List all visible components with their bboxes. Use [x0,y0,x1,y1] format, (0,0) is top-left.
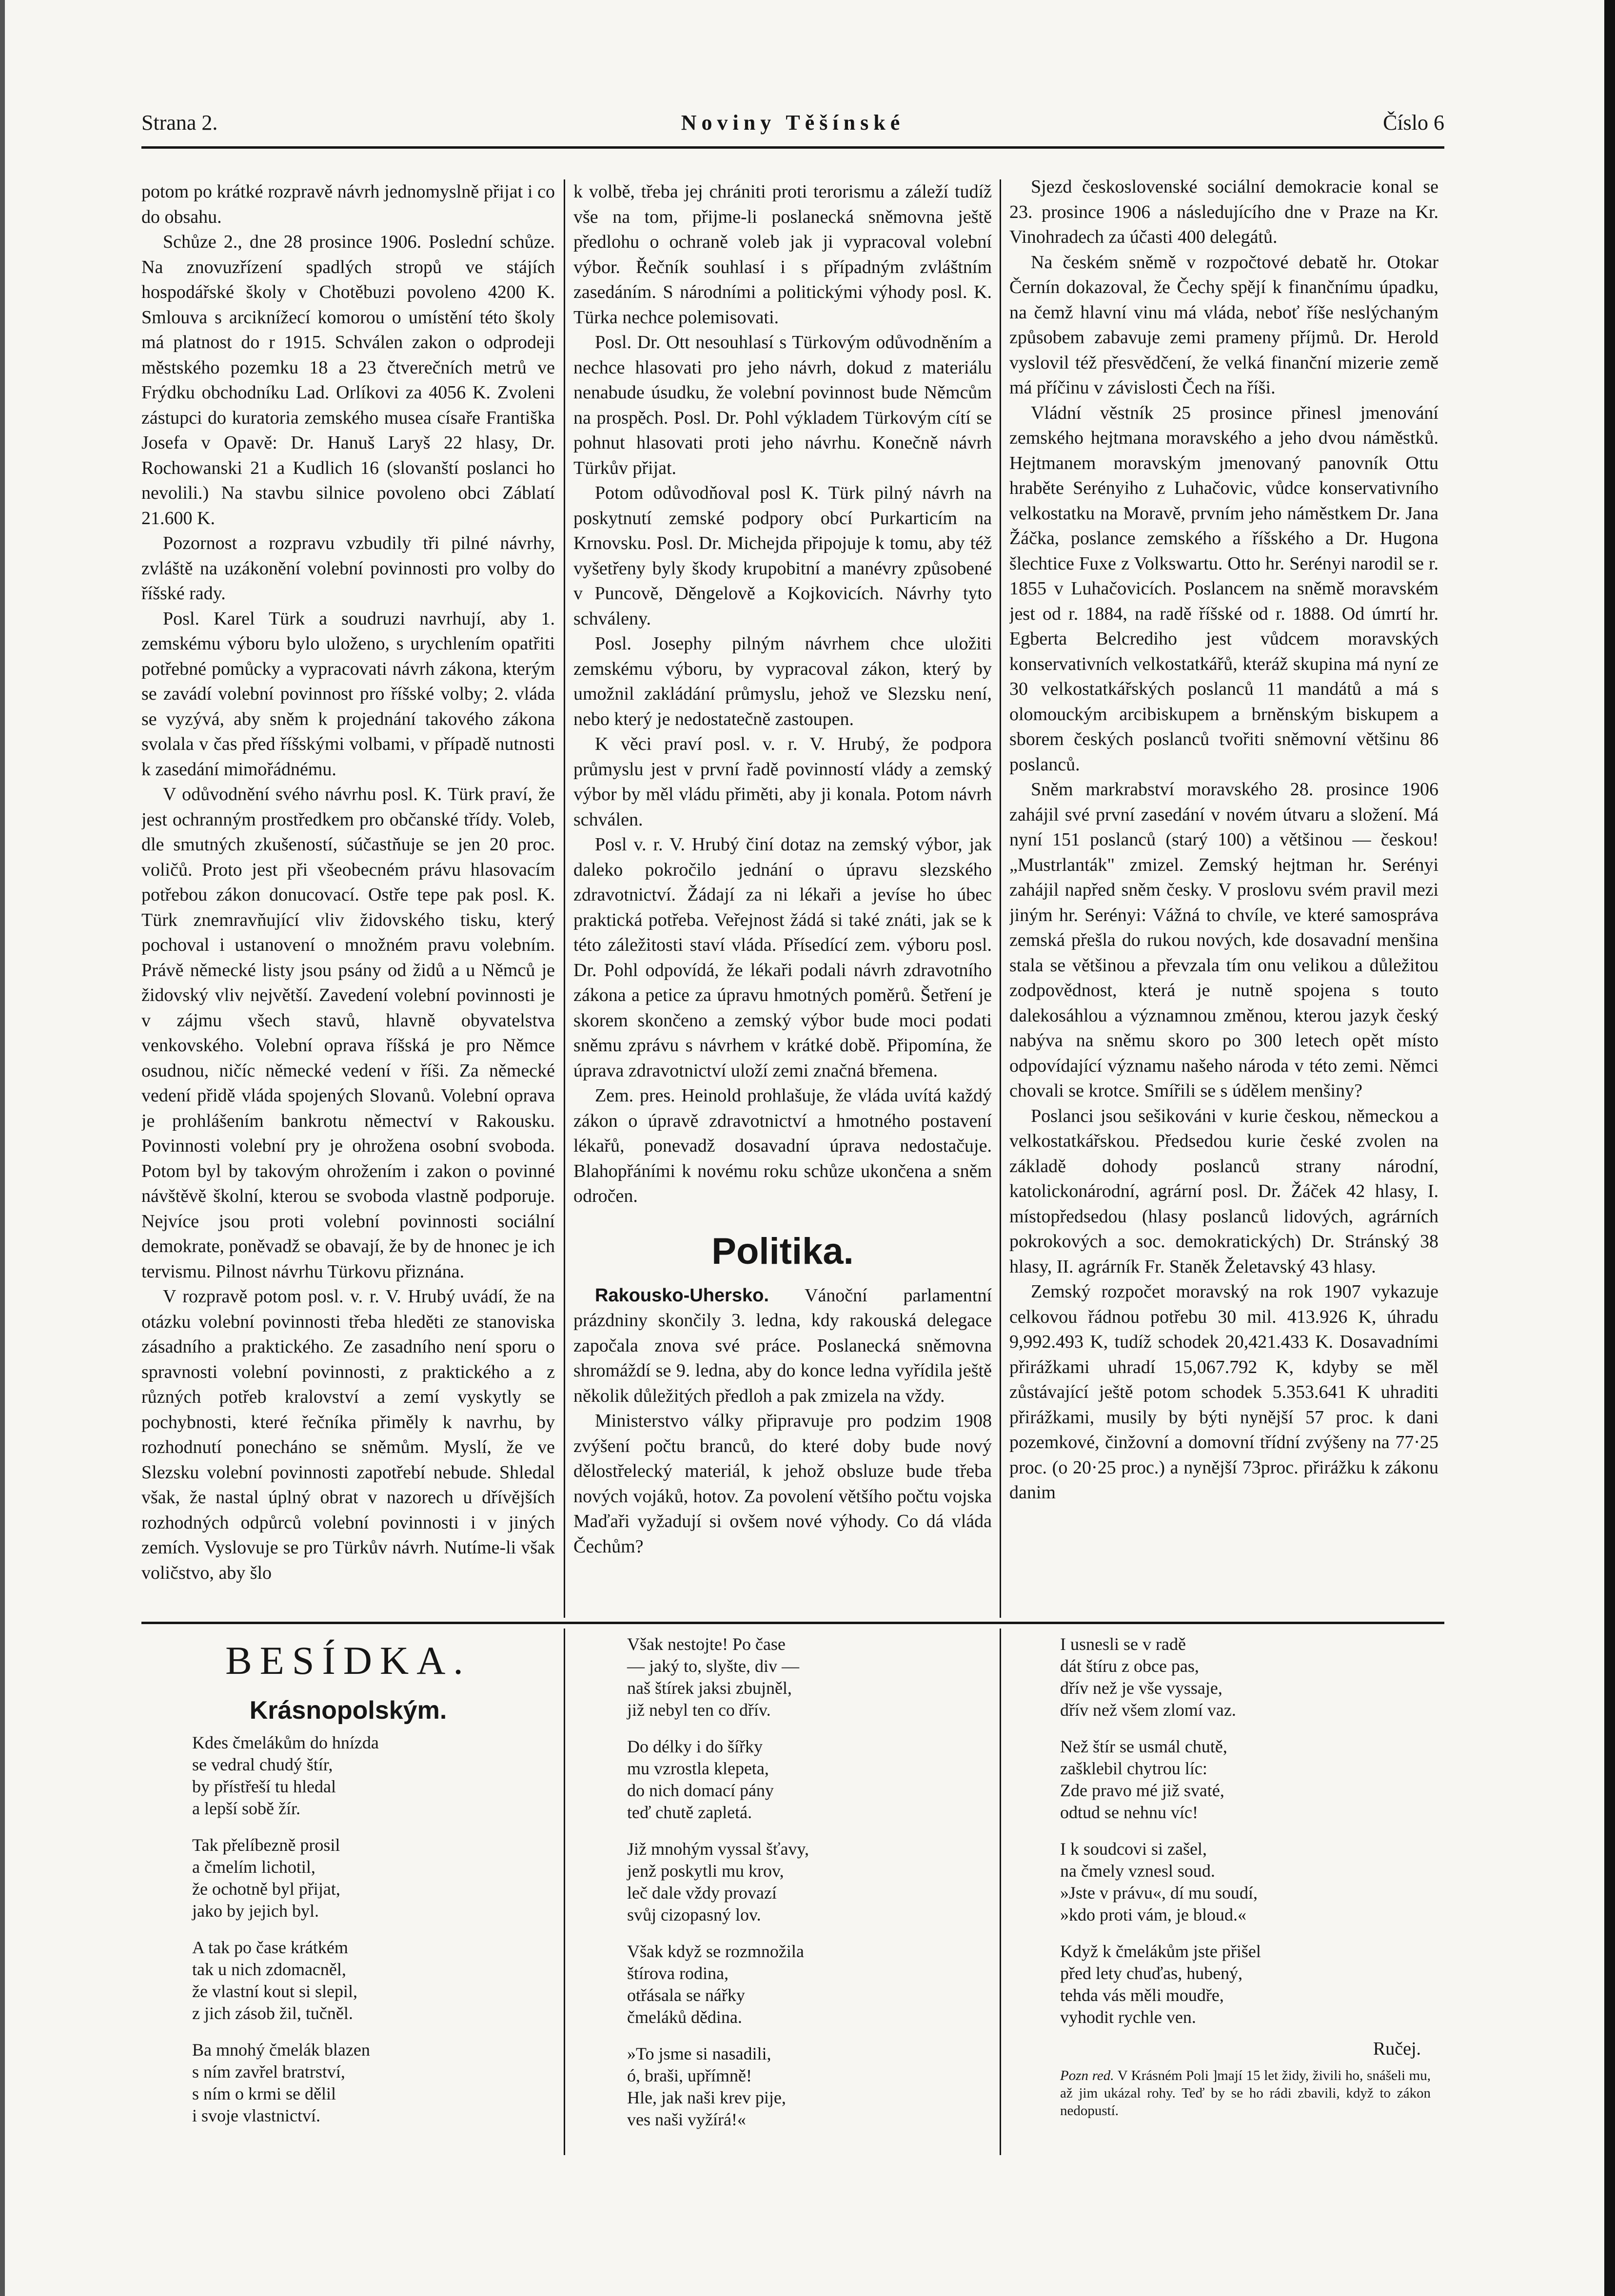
poem-stanza [1060,1736,1431,1824]
poem-line: dřív než všem zlomí vaz. [1060,1700,1236,1720]
poem-stanza [1060,1633,1431,1721]
article-paragraph: Posl. Dr. Ott nesouhlasí s Türkovým odůvodněním a nechce hlasovati pro jeho návrh, dokud z materiálu nenabude úsudku, že volební povinnost bude Němcům na prospěch. Posl. Dr. Pohl výkladem Türkovým cítí se pohnut hlasovati proti jeho návrhu. Konečně návrh Türkův přijat. [573,332,992,478]
poem-stanza [627,2043,978,2131]
poem-line: Než štír se usmál chutě, [1060,1737,1227,1756]
poem-stanza [192,1937,543,2024]
article-paragraph: Posl. Karel Türk a soudruzi navrhují, aby 1. zemskému výboru bylo uloženo, s urychlením opatřiti potřebné pomůcky a vypracovati návrh zákona, kterým se zavádí volební povinnost pro říšské volby; 2. vláda se vyzývá, aby sněm k projednání takového zákona svolala v čas před říšskými volbami, v případě nutnosti k zasedání mimořádnému. [141,608,555,780]
poem-line: že vlastní kout si slepil, [192,1982,357,2001]
issue-number: Číslo 6 [1383,111,1444,135]
section-title-politika: Politika. [711,1230,854,1272]
politika-text: Vánoční parlamentní prázdniny skončily 3. ledna, kdy rakouská delegace započala znova své práce. Poslanecká sněmovna shromáždí se 9. ledna, aby do konce ledna vyřídila ještě několik důležitých předloh a pak zmizela na vždy. [573,1285,992,1406]
poem-line: tehda vás měli moudře, [1060,1985,1224,2005]
politika-paragraph [573,1283,992,1409]
footnote-lead: Pozn red. [1060,2068,1114,2083]
besidka-divider-2 [1000,1629,1001,2155]
article-paragraph: V rozpravě potom posl. v. r. V. Hrubý uvádí, že na otázku volební povinnosti třeba hleděti ze stanoviska zásadního a praktického. Ze zasadního není sporu o spravnosti volební povinnosti, z praktického a z různých potřeb kralovství a zemí vyskytly se pochybnosti, které řečníka přiměly k navrhu, by rozhodnutí ponecháno se sněmům. Myslí, že ve Slezsku volební povinnosti zapotřebí nebude. Shledal však, že nastal úplný obrat v nazorech u dřívějších rozhodných odpůrců volební povinnosti i v jiných zemích. Vyslovuje se pro Türkův návrh. Nutíme-li však voličstvo, aby šlo [141,1286,555,1583]
besidka-title: BESÍDKA. [225,1638,471,1683]
besidka-divider-1 [564,1629,565,2155]
poem-line: Ba mnohý čmelák blazen [192,2040,370,2060]
poem-line: »Jste v právu«, dí mu soudí, [1060,1883,1258,1903]
article-paragraph: Sjezd československé sociální demokracie konal se 23. prosince 1906 a následujícího dne v Praze na Kr. Vinohradech za účasti 400 delegátů. [1009,177,1438,247]
page-header [141,110,1444,144]
newspaper-name: Noviny Těšínské [681,111,905,135]
article-paragraph: k volbě, třeba jej chrániti proti terorismu a záleží tudíž vše na tom, přijme-li poslanecká sněmovna ještě předlohu o ochraně voleb jak ji vypracoval volební výbor. Řečník souhlasí i s případným zvláštním zasedáním. S národními a politickými výhody posl. K. Türka nechce polemisovati. [573,181,992,328]
article-paragraph: Poslanci jsou sešikováni v kurie českou, německou a velkostatkářskou. Předsedou kurie české zvolen na základě dohody poslanců strany národní, katolickonárodní, agrární posl. Dr. Žáček 42 hlasy, I. místopředsedou (hlasy poslanců lidových, agrárních pokrokových a soc. demokratických) Dr. Stránský 38 hlasy, II. agrárník Fr. Staněk Želetavský 43 hlasy. [1009,1105,1438,1277]
poem-line: a čmelím lichotil, [192,1857,315,1877]
poem-line: již nebyl ten co dřív. [627,1700,771,1720]
poem-line: s ním zavřel bratrství, [192,2062,345,2081]
poem-line: I k soudcovi si zašel, [1060,1839,1207,1859]
poem-line: svůj cizopasný lov. [627,1905,761,1924]
poem-line: Hle, jak naši krev pije, [627,2088,786,2107]
article-paragraph: potom po krátké rozpravě návrh jednomyslně přijat i co do obsahu. [141,181,555,227]
poem-line: ó, braši, upřímně! [627,2066,752,2085]
poem-line: tak u nich zdomacněl, [192,1960,346,1979]
poem-stanza [627,1633,978,1721]
poem-stanza [192,2039,543,2127]
page-number: Strana 2. [141,111,218,135]
poem-column-3 [1060,1633,1431,2119]
poem-stanza [627,1941,978,2028]
poem-line: mu vzrostla klepeta, [627,1759,769,1778]
poem-line: Kdes čmelákům do hnízda [192,1733,379,1752]
poem-line: čmeláků dědina. [627,2007,742,2027]
article-paragraph: Potom odůvodňoval posl K. Türk pilný návrh na poskytnutí zemské podpory obcí Purkarticím na Krnovsku. Posl. Dr. Michejda připojuje k tomu, aby též vyšetřeny byly škody krupobitní a manévry způsobené v Puncově, Děngelově a Kojkovicích. Návrhy tyto schváleny. [573,483,992,629]
poem-line: by přístřeší tu hledal [192,1777,336,1796]
poem-stanza [1060,1941,1431,2028]
poem-stanza [627,1838,978,1926]
poem-line: s ním o krmi se dělil [192,2084,336,2103]
poem-line: otřásala se nářky [627,1985,745,2005]
article-paragraph: V odůvodnění svého návrhu posl. K. Türk praví, že jest ochranným prostředkem pro občanské třídy. Voleb, dle smutných zkušeností, súčastňuje se jen 20 proc. voličů. Proto jest při všeobecném právu hlasovacím potřebou zákon donucovací. Ostře tepe pak posl. K. Türk znemravňující vliv židovského tisku, který pochoval i ustanovení o množném pravu volebním. Právě německé listy jsou psány od židů a u Němců je židovský vliv největší. Zavedení volební povinnosti je v zájmu všech stavů, hlavně obyvatelstva venkovského. Volební oprava říšská je pro Němce osudnou, ničíc německé vedení v říši. Za německé vedení přidě vláda spojených Slovanů. Volební oprava je prohlášením bankrotu němectví v Rakousku. Povinnosti volební pry je ohrožena osobní svoboda. Potom byl by takovým ohrožením i zakon o povinné návštěvě školní, kterou se svoboda vlastně podporuje. Nejvíce jsou proti volební povinnosti sociální demokrate, poněvadž se obavají, že by de hnonec je ich tervismu. Pilnost návrhu Türkovu přiznána. [141,784,555,1282]
politika-paragraph: Ministerstvo války připravuje pro podzim 1908 zvýšení počtu branců, do které doby bude nový dělostřelecký materiál, k jehož obsluze bude třeba nových vojáků, hotov. Za povolení většího počtu vojska Maďaři vyžadují si ovšem nové výhody. Co dá vláda Čechům? [573,1411,992,1557]
poem-line: Zde pravo mé již svaté, [1060,1781,1224,1800]
poem-line: dát štíru z obce pas, [1060,1656,1199,1676]
besidka-rule [141,1622,1444,1624]
poem-line: štírova rodina, [627,1963,729,1983]
poem-line: Do délky i do šířky [627,1737,763,1756]
poem-line: »To jsme si nasadili, [627,2044,771,2063]
poem-line: odtud se nehnu víc! [1060,1803,1198,1822]
poem-stanza [192,1834,543,1922]
poem-line: i svoje vlastnictví. [192,2106,320,2125]
article-paragraph: Pozornost a rozpravu vzbudily tři pilné návrhy, zvláště na uzákonění volební povinnosti pro volby do říšské rady. [141,533,555,604]
politika-lead: Rakousko-Uhersko. [595,1285,769,1306]
poem-stanza [192,1732,543,1820]
poem-stanza [627,1736,978,1824]
article-paragraph: Zem. pres. Heinold prohlašuje, že vláda uvítá každý zákon o úpravě zdravotnictví a hmotného postavení lékařů, ponevadž dosavadní úprava nedostačuje. Blahopřáními k novému roku schůze ukončena a sněm odročen. [573,1085,992,1206]
poem-line: Když k čmelákům jste přišel [1060,1942,1261,1961]
editor-footnote [1060,2067,1431,2119]
poem-line: Však když se rozmnožila [627,1942,804,1961]
poem-line: dřív než je vše vyssaje, [1060,1678,1222,1698]
poem-line: »kdo proti vám, je bloud.« [1060,1905,1246,1924]
header-rule [141,146,1444,149]
poem-line: naš štírek jaksi zbujněl, [627,1678,792,1698]
poem-line: ves naši vyžírá!« [627,2110,746,2129]
poem-line: jenž poskytli mu krov, [627,1861,784,1881]
article-paragraph: Sněm markrabství moravského 28. prosince 1906 zahájil své první zasedání v novém útvaru a složení. Má nyní 151 poslanců (starý 100) a většinou — českou! „Mustrlanták" zmizel. Zemský hejtman hr. Serényi zahájil napřed sněm česky. V proslovu svém pravil mezi jiným hr. Serényi: Vážná to chvíle, ve které samospráva zemská přešla do rukou nových, kde dosavadní menšina stala se většinou a převzala tím onu velikou a důležitou zodpovědnost, která je nutně spojena s touto dalekosáhlou a významnou změnou, kterou jazyk český nabýva na sněmu skoro po 300 letech opět místo odpovídající významu našeho národa v této zemi. Němci chovali se krotce. Smířili se s údělem menšiny? [1009,779,1438,1101]
poem-title: Krásnopolským. [249,1696,447,1725]
poem-line: Tak přelíbezně prosil [192,1835,340,1855]
article-paragraph: Posl v. r. V. Hrubý činí dotaz na zemský výbor, jak daleko pokročilo jednání o úpravu slezského zdravotnictví. Žádají za ni lékaři a jevíse ho úbec praktická potřeba. Veřejnost žádá si také znáti, jak se k této záležitosti staví vláda. Přísedící zem. výboru posl. Dr. Pohl odpovídá, že lékaři podali návrh zdravotního zákona a petice za úpravu hmotných poměrů. Šetření je skorem skončeno a zemský výbor bude moci podati sněmu zprávu s návrhem v krátké době. Připomína, že úprava zdravotnictví uloží zemi značná břemena. [573,834,992,1081]
article-column-2 [573,179,992,1618]
poem-signature: Ručej. [1373,2039,1421,2059]
poem-column-1 [192,1732,543,2141]
poem-line: že ochotně byl přijat, [192,1879,340,1899]
column-divider-2 [1000,179,1001,1618]
article-column-3 [1009,175,1438,1625]
poem-line: I usnesli se v radě [1060,1634,1186,1654]
poem-line: leč dale vždy provazí [627,1883,777,1903]
poem-stanza [1060,1838,1431,1926]
article-paragraph: Posl. Josephy pilným návrhem chce uložiti zemskému výboru, by vypracoval zákon, který by umožnil zakládání průmyslu, jehož ve Slezsku není, nebo který je nedostatečně zastoupen. [573,633,992,729]
page-edge-right [1604,0,1615,2296]
poem-line: a lepší sobě žír. [192,1799,300,1818]
poem-line: — jaký to, slyšte, div — [627,1656,799,1676]
poem-line: na čmely vznesl soud. [1060,1861,1215,1881]
poem-line: do nich domací pány [627,1781,774,1800]
poem-line: před lety chuďas, hubený, [1060,1963,1243,1983]
page-edge-left [0,0,5,2296]
article-paragraph: K věci praví posl. v. r. V. Hrubý, že podpora průmyslu jest v první řadě povinností vlády a zemský výbor by měl vládu přiměti, aby ji konala. Potom návrh schválen. [573,734,992,830]
poem-line: z jich zásob žil, tučněl. [192,2003,353,2023]
poem-stanzas [1060,1633,1431,2028]
footnote-text: V Krásném Poli ]mají 15 let židy, živili ho, snášeli mu, až jim ukázal rohy. Teď by se ho rádi zbavili, když to zákon nedopustí. [1060,2068,1431,2119]
article-column-1 [141,179,555,1618]
poem-column-2 [627,1633,978,2145]
poem-line: vyhodit rychle ven. [1060,2007,1196,2027]
poem-line: se vedral chudý štír, [192,1755,333,1774]
column-divider-1 [564,179,565,1618]
poem-line: Již mnohým vyssal šťavy, [627,1839,809,1859]
poem-line: A tak po čase krátkém [192,1938,348,1957]
article-paragraph: Zemský rozpočet moravský na rok 1907 vykazuje celkovou řádnou potřebu 30 mil. 413.926 K, úhradu 9,992.493 K, tudíž schodek 20,421.433 K. Dosavadními přirážkami uhradí 15,067.792 K, kdyby se měl zůstávající ještě potom schodek 5.353.641 K uhraditi přirážkami, musily by býti nynější 57 proc. k dani pozemkové, činžovní a domovní třídní zvýšeny na 77·25 proc. (o 20·25 proc.) a nynější 73proc. přirážku k zákonu danim [1009,1281,1438,1503]
poem-line: teď chutě zapletá. [627,1803,752,1822]
article-paragraph: Vládní věstník 25 prosince přinesl jmenování zemského hejtmana moravského a jeho dvou náměstků. Hejtmanem moravským jmenovaný panovník Ottu hraběte Serényiho z Luhačovic, vůdce konservativního velkostatku na Moravě, prvním jeho náměstkem Dr. Jana Žáčka, poslance zemského a říšského a Dr. Hugona šlechtice Fuxe z Volkswartu. Otto hr. Serényi narodil se r. 1855 v Luhačovicích. Poslancem na sněmě moravském jest od r. 1884, na radě říšské od r. 1888. Od úmrtí hr. Egberta Belcrediho jest vůdcem moravských konservativních velkostatkářů, kteráž skupina má nyní ze 30 velkostatkářských poslanců 11 mandátů a má s olomouckým arcibiskupem a brněnským biskupem a sborem českých poslanců tvořiti sněmovní většinu 86 poslanců. [1009,402,1438,775]
poem-line: zašklebil chytrou líc: [1060,1759,1207,1778]
article-paragraph: Na českém sněmě v rozpočtové debatě hr. Otokar Černín dokazoval, že Čechy spějí k finančnímu úpadku, na čemž hlavní vinu má vláda, neboť říše neslýchaným způsobem zabavuje zemi prameny příjmů. Dr. Herold vyslovil též přesvědčení, že velká finanční mizerie země má příčinu v závislosti Čech na říši. [1009,252,1438,398]
poem-line: Však nestojte! Po čase [627,1634,786,1654]
article-paragraph: Schůze 2., dne 28 prosince 1906. Poslední schůze. Na znovuzřízení spadlých stropů ve stájích hospodářské školy v Chotěbuzi povoleno 4200 K. Smlouva s arciknížecí komorou o umístění této školy má platnost do r 1915. Schválen zakon o odprodeji městského pozemku 18 a 23 čtverečních metrů ve Frýdku obchodníku Lad. Orlíkovi za 4056 K. Zvoleni zástupci do kuratoria zemského musea císaře Františka Josefa v Opavě: Dr. Hanuš Laryš 22 hlasy, Dr. Rochowanski 21 a Kudlich 16 (slovanští poslanci ho nevolili.) Na stavbu silnice povoleno obci Záblatí 21.600 K. [141,232,555,529]
poem-line: jako by jejich byl. [192,1901,319,1921]
